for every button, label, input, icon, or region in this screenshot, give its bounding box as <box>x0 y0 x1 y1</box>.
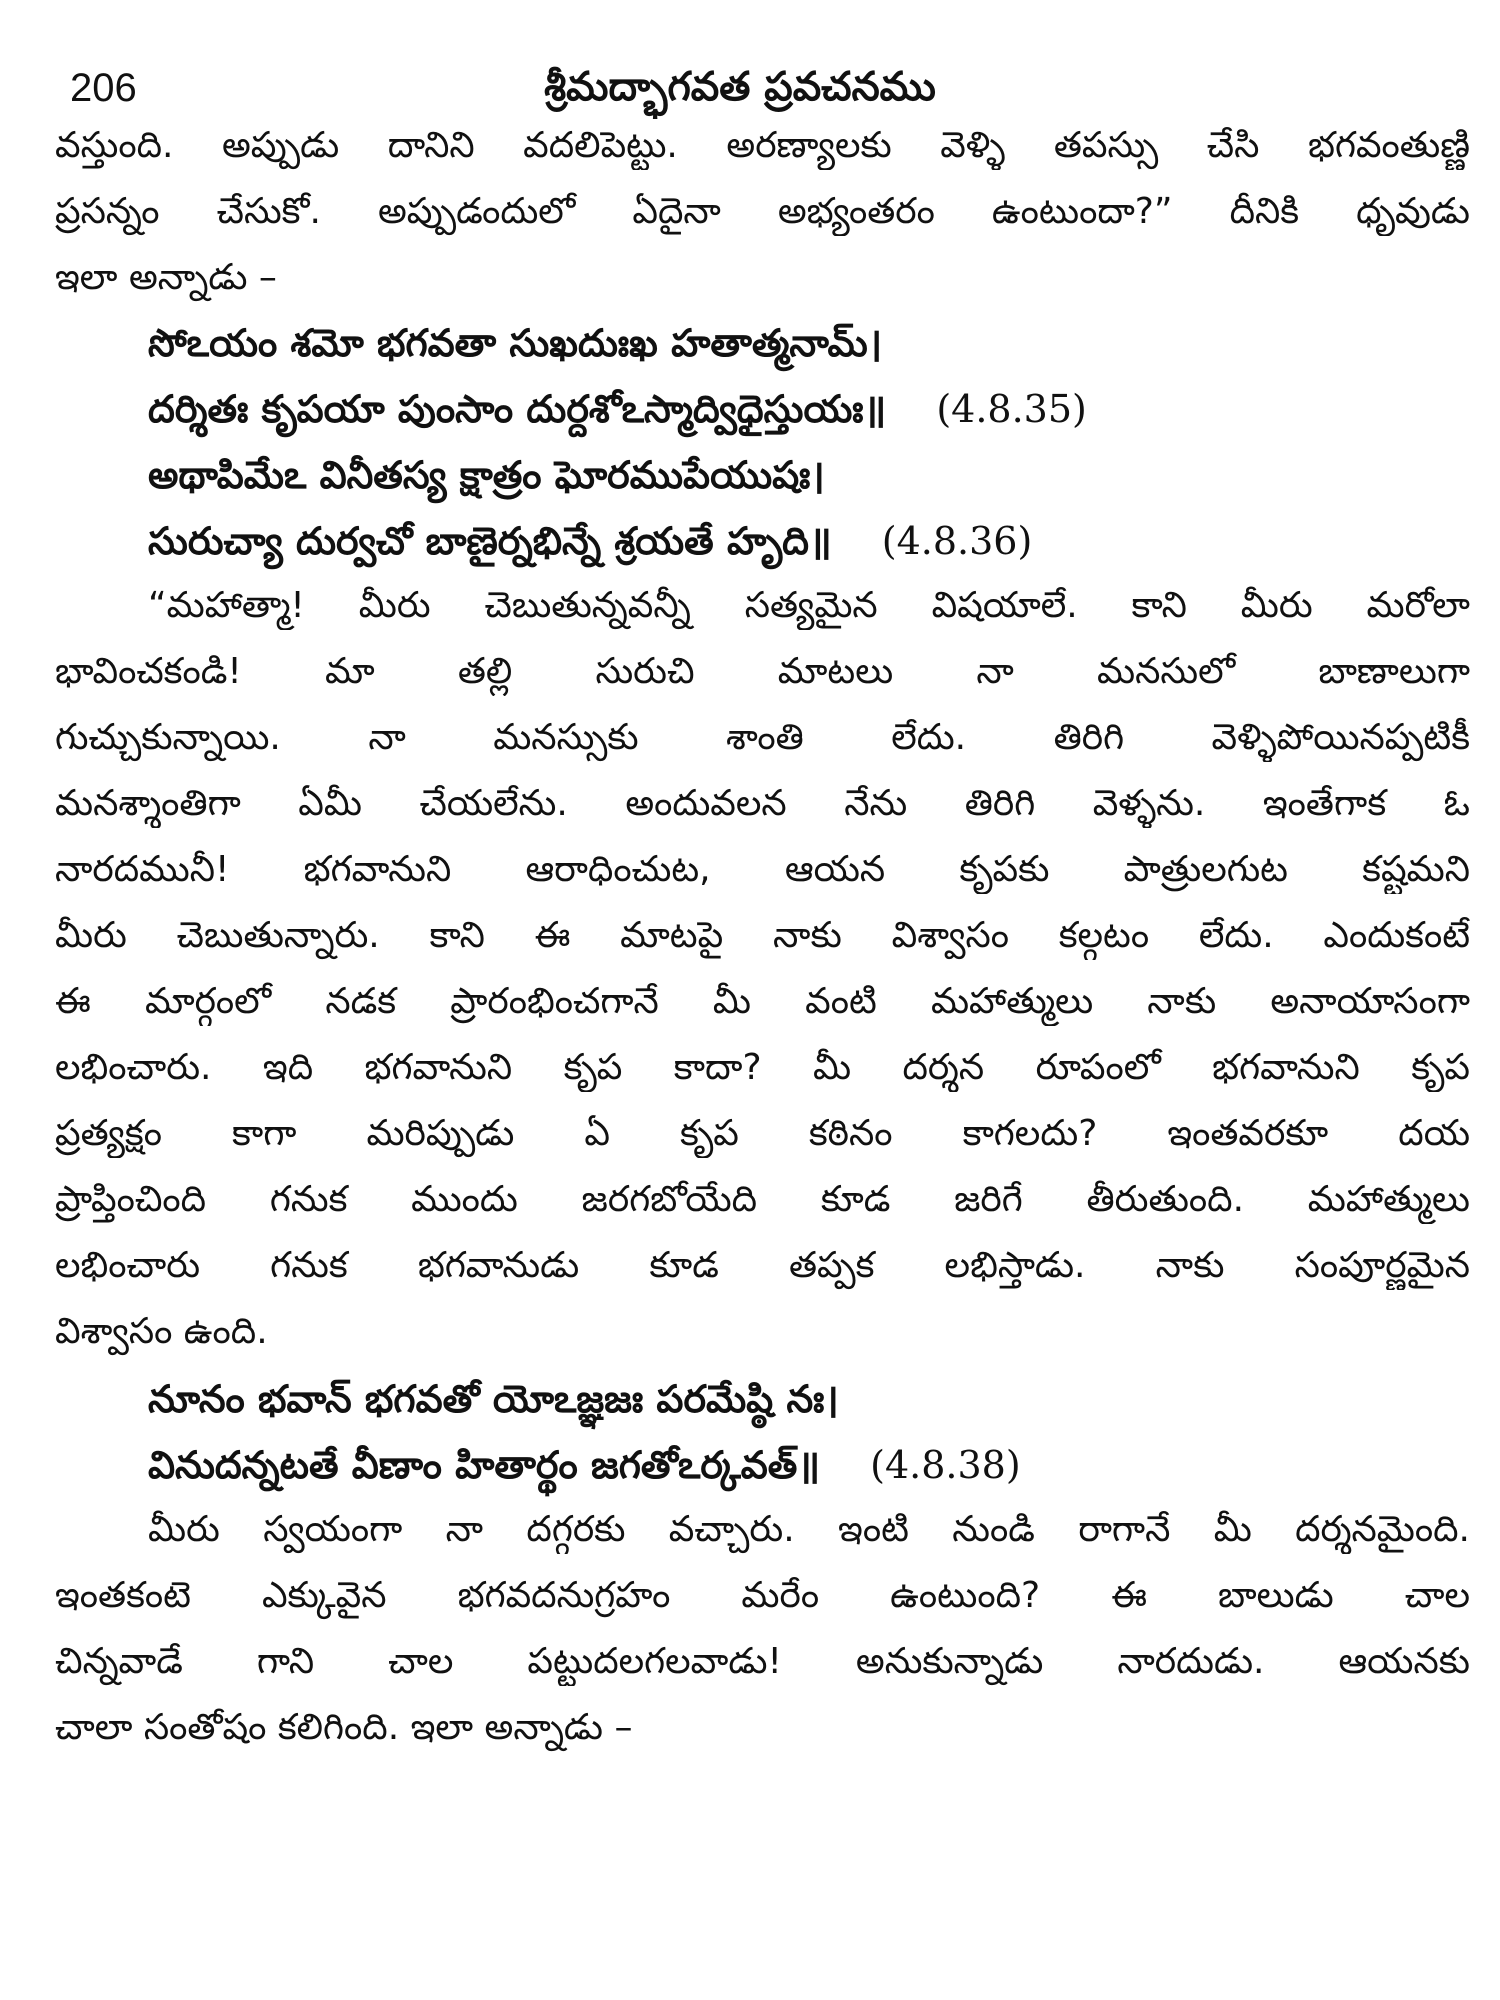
text-line: విశ్వాసం ఉంది. <box>55 1311 268 1352</box>
verse-text: వినుదన్నటతే వీణాం హితార్థం జగతోఽర్కవత్॥ <box>148 1443 821 1487</box>
text-line: ఇంతకంటె ఎక్కువైన భగవదనుగ్రహం మరేం ఉంటుంది? ఈ బాలుడు చాల <box>55 1575 1470 1616</box>
text-line: నారదమునీ! భగవానుని ఆరాధించుట, ఆయన కృపకు పాత్రులగుట కష్టమని <box>55 849 1470 890</box>
verse-reference: (4.8.38) <box>870 1443 1021 1487</box>
verse-text: అథాపిమేఽ వినీతస్య క్షాత్రం ఘోరముపేయుషః। <box>148 453 825 497</box>
verse-line <box>148 1374 1448 1424</box>
verse-text: సురుచ్యా దుర్వచో బాణైర్నభిన్నే శ్రయతే హృది॥ <box>148 519 832 563</box>
verse-line <box>148 318 1448 368</box>
text-line: ఈ మార్గంలో నడక ప్రారంభించగానే మీ వంటి మహాత్ములు నాకు అనాయాసంగా <box>55 981 1470 1022</box>
text-line: వస్తుంది. అప్పుడు దానిని వదలిపెట్టు. అరణ్యాలకు వెళ్ళి తపస్సు చేసి భగవంతుణ్ణి <box>55 125 1470 166</box>
verse-text: సోఽయం శమో భగవతా సుఖదుఃఖ హతాత్మనామ్। <box>148 321 883 365</box>
text-line: లభించారు. ఇది భగవానుని కృప కాదా? మీ దర్శన రూపంలో భగవానుని కృప <box>55 1047 1470 1088</box>
text-line: ప్రాప్తించింది గనుక ముందు జరగబోయేది కూడ జరిగే తీరుతుంది. మహాత్ములు <box>55 1179 1470 1220</box>
text-line: ప్రత్యక్షం కాగా మరిప్పుడు ఏ కృప కఠినం కాగలదు? ఇంతవరకూ దయ <box>55 1113 1470 1154</box>
verse-text: నూనం భవాన్ భగవతో యోఽజ్ఞజః పరమేష్ఠి నః। <box>148 1377 839 1421</box>
text-line: లభించారు గనుక భగవానుడు కూడ తప్పక లభిస్తాడు. నాకు సంపూర్ణమైన <box>55 1245 1470 1286</box>
text-line: మీరు చెబుతున్నారు. కాని ఈ మాటపై నాకు విశ్వాసం కల్గటం లేదు. ఎందుకంటే <box>55 915 1470 956</box>
page-number: 206 <box>70 66 137 110</box>
verse-line <box>148 384 1448 434</box>
verse-line <box>148 1440 1448 1490</box>
verse-reference: (4.8.36) <box>881 519 1033 563</box>
text-line: మనశ్శాంతిగా ఏమీ చేయలేను. అందువలన నేను తిరిగి వెళ్ళను. ఇంతేగాక ఓ <box>55 783 1470 824</box>
verse-text: దర్శితః కృపయా పుంసాం దుర్దశోఽస్మాద్విధైస్తుయః॥ <box>148 387 887 431</box>
text-line: ఇలా అన్నాడు – <box>55 257 277 298</box>
text-line: “మహాత్మా! మీరు చెబుతున్నవన్నీ సత్యమైన విషయాలే. కాని మీరు మరోలా <box>148 585 1470 626</box>
text-line: గుచ్చుకున్నాయి. నా మనస్సుకు శాంతి లేదు. తిరిగి వెళ్ళిపోయినప్పటికీ <box>55 717 1470 758</box>
verse-line <box>148 450 1448 500</box>
text-line: చిన్నవాడే గాని చాల పట్టుదలగలవాడు! అనుకున్నాడు నారదుడు. ఆయనకు <box>55 1641 1470 1682</box>
verse-reference: (4.8.35) <box>936 387 1087 431</box>
text-line: చాలా సంతోషం కలిగింది. ఇలా అన్నాడు – <box>55 1707 633 1748</box>
text-line: మీరు స్వయంగా నా దగ్గరకు వచ్చారు. ఇంటి నుండి రాగానే మీ దర్శనమైంది. <box>148 1509 1470 1550</box>
running-title: శ్రీమద్భాగవత ప్రవచనము <box>544 64 936 110</box>
text-line: భావించకండి! మా తల్లి సురుచి మాటలు నా మనసులో బాణాలుగా <box>55 651 1470 692</box>
text-line: ప్రసన్నం చేసుకో. అప్పుడందులో ఏదైనా అభ్యంతరం ఉంటుందా?” దీనికి ధృవుడు <box>55 191 1470 232</box>
verse-line <box>148 516 1448 566</box>
